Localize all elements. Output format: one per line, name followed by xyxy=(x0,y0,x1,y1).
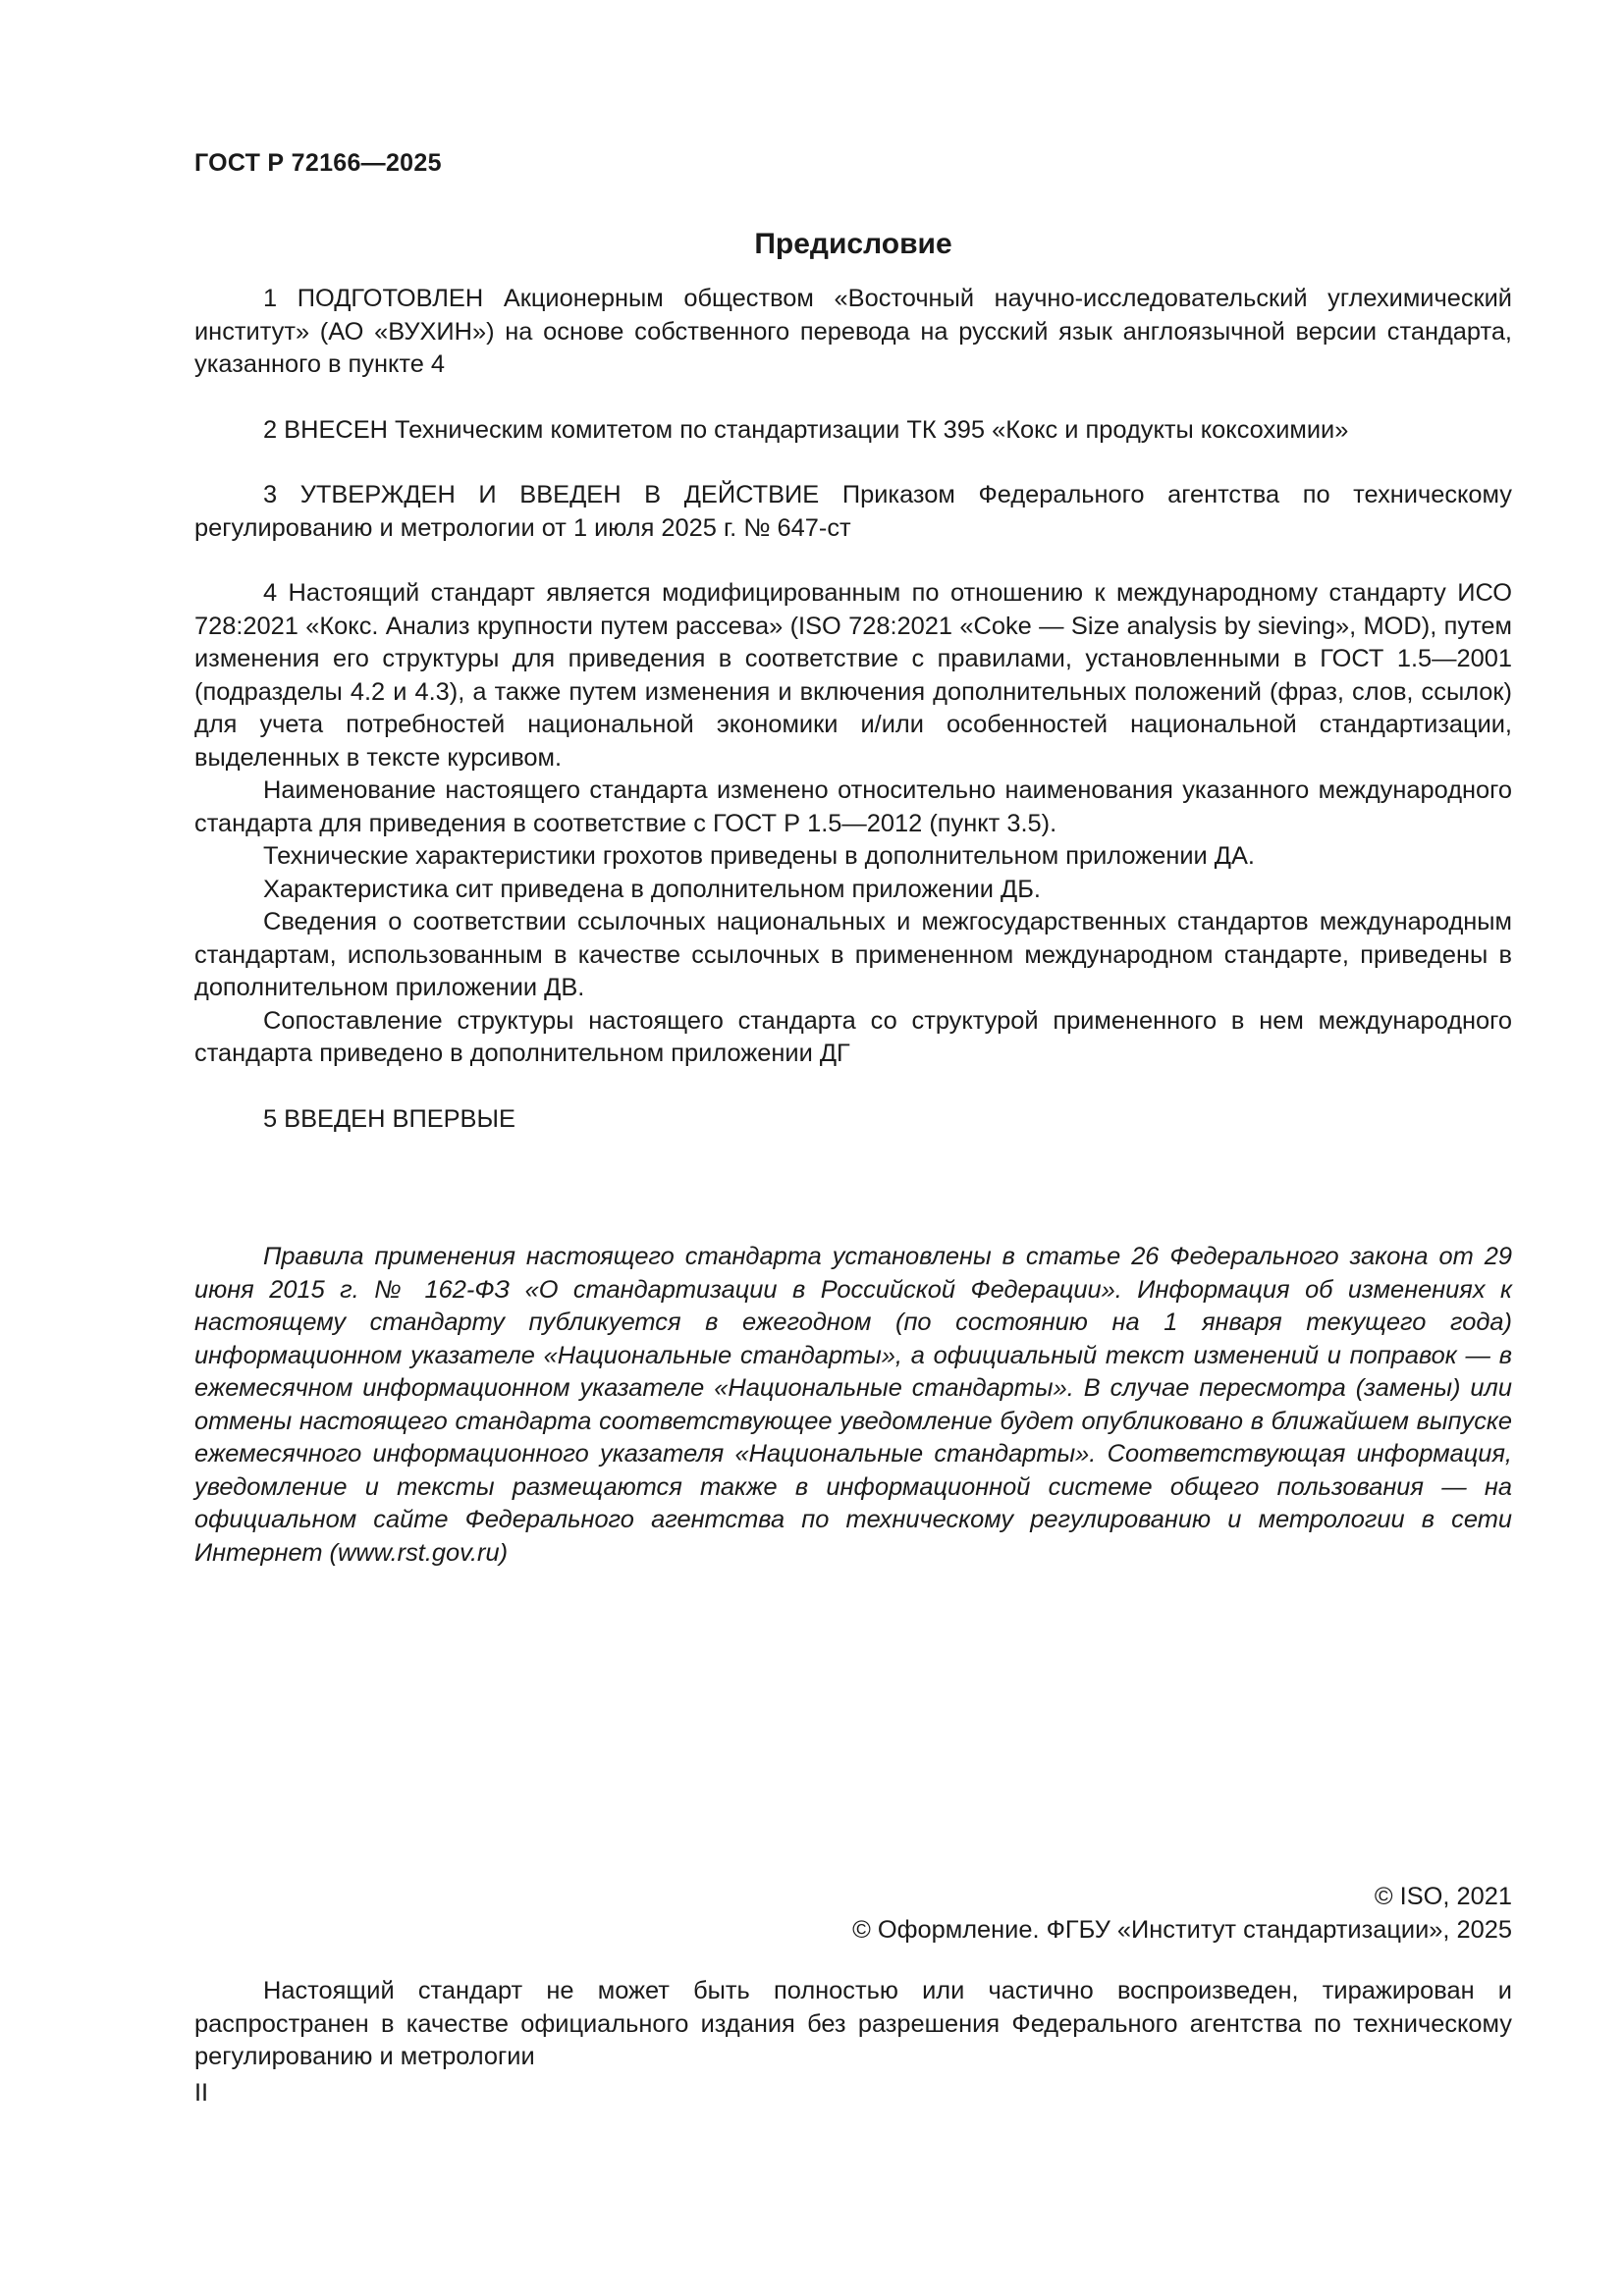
section-4-paragraph: Сопоставление структуры настоящего стандарта со структурой примененного в нем международного стандарта приведено в дополнительном приложении ДГ xyxy=(194,1006,1512,1067)
legal-notice: Правила применения настоящего стандарта установлены в статье 26 Федерального закона от 29 июня 2015 г. № 162-ФЗ «О стандартизации в Российской Федерации». Информация об изменениях к настоящему стандарту публикуется в ежегодном (по состоянию на 1 января текущего года) информационном указателе «Национальные стандарты», а официальный текст изменений и поправок — в ежемесячном информационном указателе «Национальные стандарты». В случае пересмотра (замены) или отмены настоящего стандарта соответствующее уведомление будет опубликовано в ближайшем выпуске ежемесячного информационного указателя «Национальные стандарты». Соответствующая информация, уведомление и тексты размещаются также в информационной системе общего пользования — на официальном сайте Федерального агентства по техническому регулированию и метрологии в сети Интернет (www.rst.gov.ru) xyxy=(194,1243,1512,1567)
foreword-body xyxy=(194,283,1512,1136)
section-1: 1 ПОДГОТОВЛЕН Акционерным обществом «Восточный научно-исследовательский углехимический институт» (АО «ВУХИН») на основе собственного перевода на русский язык англоязычной версии стандарта, указанного в пункте 4 xyxy=(194,285,1512,378)
section-4-paragraph: Сведения о соответствии ссылочных национальных и межгосударственных стандартов международным стандартам, использованным в качестве ссылочных в примененном международном стандарте, приведены в дополнительном приложении ДВ. xyxy=(194,908,1512,1001)
copyright-iso: © ISO, 2021 xyxy=(1374,1883,1512,1910)
section-4-paragraph: Технические характеристики грохотов приведены в дополнительном приложении ДА. xyxy=(263,842,1255,870)
page-title: Предисловие xyxy=(754,228,952,260)
section-3: 3 УТВЕРЖДЕН И ВВЕДЕН В ДЕЙСТВИЕ Приказом Федерального агентства по техническому регулированию и метрологии от 1 июля 2025 г. № 647-ст xyxy=(194,481,1512,542)
reprint-notice: Настоящий стандарт не может быть полностью или частично воспроизведен, тиражирован и распространен в качестве официального издания без разрешения Федерального агентства по техническому регулированию и метрологии xyxy=(194,1977,1512,2070)
section-2: 2 ВНЕСЕН Техническим комитетом по стандартизации ТК 395 «Кокс и продукты коксохимии» xyxy=(263,415,1349,444)
section-4-paragraph: Наименование настоящего стандарта изменено относительно наименования указанного международного стандарта для приведения в соответствие с ГОСТ Р 1.5—2012 (пункт 3.5). xyxy=(194,776,1512,837)
section-4-paragraph: Характеристика сит приведена в дополнительном приложении ДБ. xyxy=(263,875,1041,903)
page-number: II xyxy=(194,2079,209,2107)
copyright-formatting: © Оформление. ФГБУ «Институт стандартизации», 2025 xyxy=(852,1915,1512,1944)
document-code: ГОСТ Р 72166—2025 xyxy=(194,149,442,177)
section-5: 5 ВВЕДЕН ВПЕРВЫЕ xyxy=(263,1104,515,1133)
section-4: 4 Настоящий стандарт является модифицированным по отношению к международному стандарту ИСО 728:2021 «Кокс. Анализ крупности путем рассева» (ISO 728:2021 «Coke — Size analysis by sieving», MOD), путем изменения его структуры для приведения в соответствие с правилами, установленными в ГОСТ 1.5—2001 (подразделы 4.2 и 4.3), а также путем изменения и включения дополнительных положений (фраз, слов, ссылок) для учета потребностей национальной экономики и/или особенностей национальной стандартизации, выделенных в тексте курсивом. xyxy=(194,579,1512,772)
copyright-block xyxy=(852,1881,1512,1947)
